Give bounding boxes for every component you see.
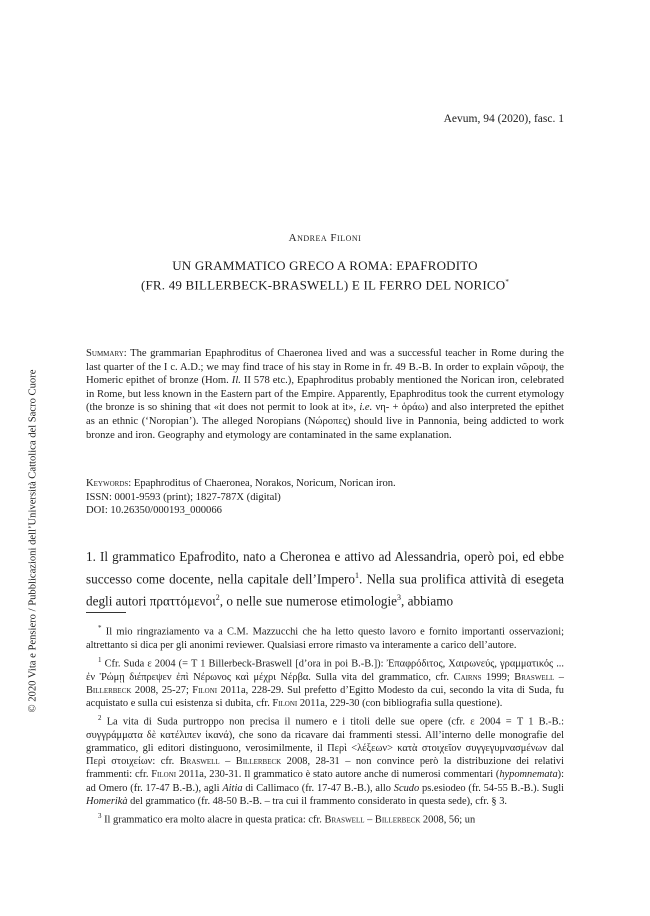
keywords: Keywords: Epaphroditus of Chaeronea, Norakos, Noricum, Norican iron. — [86, 478, 396, 489]
footnote-ref-1[interactable]: 1 — [354, 570, 359, 580]
summary-label: Summary — [86, 348, 124, 359]
copyright-notice: © 2020 Vita e Pensiero / Pubblicazioni dell’Università Cattolica del Sacro Cuore — [27, 369, 39, 713]
title-footnote-marker[interactable]: * — [505, 278, 510, 286]
footnote-1: $^1$ Cfr. Suda ε 2004 (= T 1 Billerbeck-Braswell [d’ora in poi B.-B.]): Ἐπαφρόδιτος, Χαιρωνεύς, γραμματικός ... ἐν Ῥώμῃ διέπρεψεν ἐπὶ Νέρωνος καὶ μέχρι Νέρβα. Sulla vita del grammatico, cfr. Cairns 1999; Braswell – Billerbeck 2008, 25-27; Filoni 2011a, 228-29. Sul prefetto d’Egitto Modesto da cui, secondo la vita di Suda, fu acquistato e sulla cui esistenza si dubita, cfr. Filoni 2011a, 229-30 (con bibliografia sulla questione). — [86, 655, 564, 709]
title-line-1: UN GRAMMATICO GRECO A ROMA: EPAFRODITO — [172, 258, 478, 273]
footnote-3: $^3$ Il grammatico era molto alacre in questa pratica: cfr. Braswell – Billerbeck 2008, 56; un — [98, 812, 476, 826]
keywords-label: Keywords — [86, 478, 129, 489]
body-paragraph: 1. Il grammatico Epafrodito, nato a Cheronea e attivo ad Alessandria, operò poi, ed ebbe successo come docente, nella capitale dell’Impero$^1$. Nella sua prolifica attività di esegeta degli autori πραττόμενοι$^2$, o nelle sue numerose etimologie$^3$, abbiamo — [86, 549, 564, 608]
title-line-2: (FR. 49 BILLERBECK-BRASWELL) E IL FERRO DEL NORICO* — [140, 277, 510, 293]
footnote-ref-2[interactable]: 2 — [215, 592, 220, 602]
footnotes — [86, 622, 564, 829]
author-name: Andrea Filoni — [288, 232, 362, 244]
article-metadata — [86, 477, 564, 518]
journal-header: Aevum, 94 (2020), fasc. 1 — [443, 113, 564, 125]
footnote-ref-3[interactable]: 3 — [397, 592, 402, 602]
footnote-divider — [86, 612, 126, 613]
footnote-star: * Il mio ringraziamento va a C.M. Mazzucchi che ha letto questo lavoro e fornito importanti osservazioni; altrettanto si dica per gli anonimi reviewer. Qualsiasi errore rimasto va interamente a carico dell’autore. — [86, 624, 564, 651]
summary-abstract: Summary: The grammarian Epaphroditus of Chaeronea lived and was a successful teacher in Rome during the last quarter of the I c. A.D.; we may find trace of his stay in Rome in fr. 49 B.-B. In order to explain νῶροψ, the Homeric epithet of bronze (Hom. Il. II 578 etc.), Epaphroditus probably mentioned the Norican iron, celebrated in Rome, but less known in the Eastern part of the Empire. Apparently, Epaphroditus took the current etymology (the bronze is so shining that «it does not permit to look at it», i.e. νη- + ὁράω) and also interpreted the epithet as an ethnic (‘Noropian’). The alleged Noropians (Νώροπες) should live in Pannonia, being addicted to work bronze and iron. Geography and etymology are contaminated in the same explanation. — [86, 348, 564, 441]
article-title — [80, 258, 570, 293]
footnote-2: $^2$ La vita di Suda purtroppo non precisa il numero e i titoli delle sue opere (cfr. ε 2004 = T 1 B.-B.: συγγράμματα δὲ κατέλιπεν ἱκανά), che sono da ricavare dai frammenti stessi. All’interno delle monografie del grammatico, gli editori distinguono, verosimilmente, il Περὶ <λέξεων> κατὰ στοιχεῖον συγγεγυμνασμένων dal Περὶ στοιχείων: cfr. Braswell – Billerbeck 2008, 28-31 – non convince però la distribuzione dei relativi frammenti: cfr. Filoni 2011a, 230-31. Il grammatico è stato autore anche di numerosi commentari (hypomnemata): ad Omero (fr. 17-47 B.-B.), agli Aitia di Callimaco (fr. 17-47 B.-B.), allo Scudo ps.esiodeo (fr. 54-55 B.-B.). Sugli Homerikà del grammatico (fr. 48-50 B.-B. – tra cui il frammento considerato in questa sede), cfr. § 3. — [86, 714, 564, 807]
issn: ISSN: 0001-9593 (print); 1827-787X (digital) — [86, 491, 281, 503]
doi[interactable]: DOI: 10.26350/000193_000066 — [86, 505, 222, 517]
